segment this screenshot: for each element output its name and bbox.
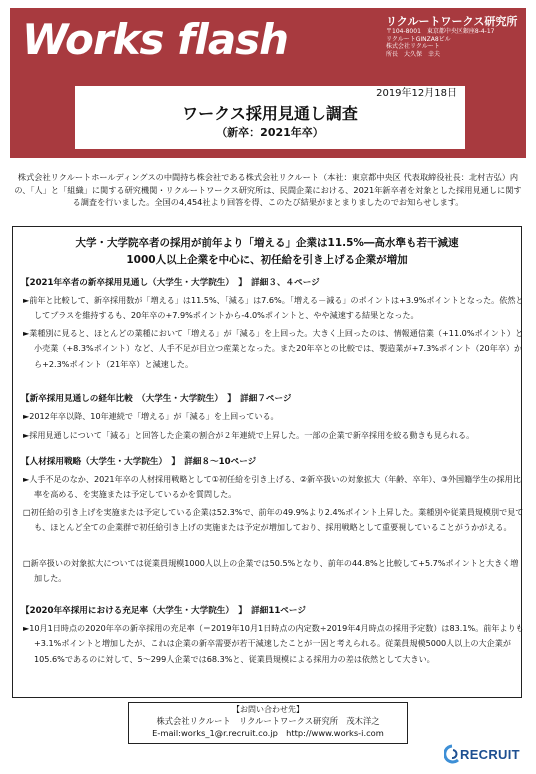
section-heading-yearly-comparison: 【新卒採用見通しの経年比較 （大学生・大学院生） 】 詳細７ページ <box>21 394 292 404</box>
recruit-logo <box>444 744 530 770</box>
section-heading-2021-outlook: 【2021年卒者の新卒採用見通し（大学生・大学院生） 】 詳細３、４ページ <box>21 278 320 288</box>
recruit-wordmark: RECRUIT <box>460 747 520 762</box>
headline-line-1: 大学・大学院卒者の採用が前年より「増える」企業は11.5%―高水準も若干減速 <box>75 237 459 249</box>
organization-name: リクルートワークス研究所 <box>386 15 518 28</box>
headline <box>13 235 521 269</box>
headline-line-2: 1000人以上企業を中心に、初任給を引き上げる企業が増加 <box>126 254 408 266</box>
contact-person: 株式会社リクルート リクルートワークス研究所 茂木洋之 <box>156 716 380 726</box>
bullet-item: □初任給の引き上げを実施または予定している企業は52.3%で、前年の49.9%より2.4%ポイント上昇した。業種別や従業員規模別で見ても、ほとんど全ての企業群で初任給引き上げの実施または予定が増加しており、採用戦略として重要視していることがうかがえる。 <box>23 507 524 533</box>
publication-date: 2019年12月18日 <box>376 88 457 99</box>
recruit-mark-icon <box>444 744 460 764</box>
organization-address: 〒104-8001 東京都中央区銀座8-4-17 <box>386 28 495 35</box>
organization-block <box>386 15 517 58</box>
section-heading-fulfillment-rate: 【2020年卒採用における充足率（大学生・大学院生） 】 詳細11ページ <box>21 606 306 616</box>
bullet-item: ►採用見通しについて「減る」と回答した企業の割合が２年連続で上昇した。一部の企業で新卒採用を絞る動きも見られる。 <box>23 430 475 440</box>
report-title: ワークス採用見通し調査 <box>182 104 358 123</box>
bullet-item: ►10月1日時点の2020年卒の新卒採用の充足率（＝2019年10月1日時点の内定数÷2019年4月時点の採用予定数）は83.1%。前年よりも+3.1%ポイントと増加したが、これは企業の新卒需要が若干減速したことが一因と考えられる。従業員規模5000人以上の大企業が105.6%であるのに対して、5～299人企業では68.3%と、従業員規模による採用力の差は依然として大きい。 <box>23 623 524 664</box>
contact-box <box>128 702 408 744</box>
intro-paragraph: 株式会社リクルートホールディングスの中間持ち株会社である株式会社リクルート（本社：東京都中央区 代表取締役社長：北村吉弘）内の、「人」と「組織」に関する研究機関・リクルートワークス研究所は、民間企業における、2021年新卒者を対象とした採用見通しに関する調査を行いました。全国の4,454社より回答を得、このたび結果がまとまりましたのでお知らせします。 <box>14 172 522 207</box>
contact-title: 【お問い合わせ先】 <box>232 705 304 714</box>
bullet-item: □新卒扱いの対象拡大については従業員規模1000人以上の企業では50.5%となり、前年の44.8%と比較して+5.7%ポイントと大きく増加した。 <box>23 558 519 584</box>
works-flash-logo: Works flash <box>22 15 289 64</box>
summary-box <box>12 226 522 698</box>
bullet-item: ►前年と比較して、新卒採用数が「増える」は11.5%、「減る」は7.6%。「増える－減る」のポイントは+3.9%ポイントとなった。依然としてプラスを維持するも、20年卒の+7.9%ポイントから-4.0%ポイントと、やや減速する結果となった。 <box>23 295 524 321</box>
organization-director: 所長 大久保 幸夫 <box>386 50 441 58</box>
bullet-item: ►業種別に見ると、ほとんどの業種において「増える」が「減る」を上回った。大きく上回ったのは、情報通信業（+11.0%ポイント）と小売業（+8.3%ポイント）など、人手不足が目立つ産業となった。また20年卒との比較では、製造業が+7.3%ポイント（20年卒）から+2.3%ポイント（21年卒）と減速した。 <box>23 328 524 369</box>
contact-email-url: E-mail:works_1@r.recruit.co.jp http://www.works-i.com <box>152 728 384 738</box>
bullet-item: ►2012年卒以降、10年連続で「増える」が「減る」を上回っている。 <box>23 411 279 421</box>
organization-building: リクルートGINZA8ビル <box>386 35 451 43</box>
bullet-item: ►人手不足のなか、2021年卒の人材採用戦略として①初任給を引き上げる、②新卒扱いの対象拡大（年齢、卒年）、③外国籍学生の採用比率を高める、を実施または予定しているかを質問した。 <box>23 474 521 500</box>
organization-company: 株式会社リクルート <box>386 43 440 50</box>
title-box <box>75 86 465 149</box>
report-subtitle: （新卒：2021年卒） <box>216 126 324 139</box>
section-heading-hiring-strategy: 【人材採用戦略（大学生・大学院生） 】 詳細８～10ページ <box>21 457 257 467</box>
